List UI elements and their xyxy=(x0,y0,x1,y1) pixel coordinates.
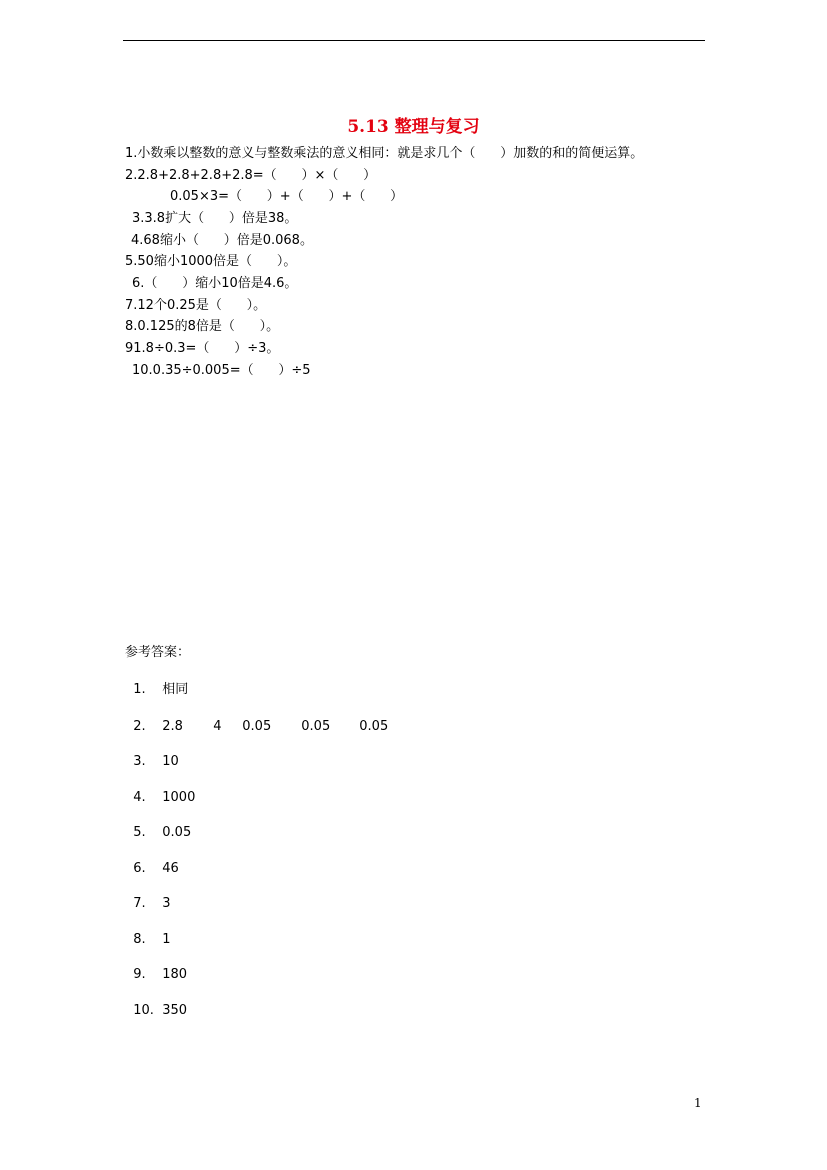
page-number: 1 xyxy=(694,1096,702,1110)
answer-number: 3. xyxy=(133,754,146,769)
answer-number: 1. xyxy=(133,682,146,697)
answer-number: 5. xyxy=(133,825,146,840)
page-title: 5.13 整理与复习 xyxy=(347,117,480,137)
answer-5 xyxy=(125,809,191,841)
question-9: 91.8÷0.3=（ ）÷3。 xyxy=(125,341,280,356)
question-10: 10.0.35÷0.005=（ ）÷5 xyxy=(132,363,311,378)
answer-value: 350 xyxy=(162,1003,188,1018)
question-8: 8.0.125的8倍是（ ）。 xyxy=(125,319,280,334)
answer-value: 0.05 xyxy=(162,825,192,840)
answer-number: 6. xyxy=(133,861,146,876)
question-7: 7.12个0.25是（ ）。 xyxy=(125,298,267,313)
question-1: 1.小数乘以整数的意义与整数乘法的意义相同：就是求几个（ ）加数的和的简便运算。 xyxy=(125,146,644,161)
answer-6 xyxy=(125,845,179,877)
answer-value: 180 xyxy=(162,967,188,982)
answer-value: 10 xyxy=(162,754,179,769)
question-5: 5.50缩小1000倍是（ ）。 xyxy=(125,254,297,269)
answer-number: 2. xyxy=(133,719,146,734)
answer-9 xyxy=(125,951,187,983)
answer-value: 3 xyxy=(162,896,171,911)
answer-number: 8. xyxy=(133,932,146,947)
question-6: 6.（ ）缩小10倍是4.6。 xyxy=(132,276,298,291)
answer-value: 1000 xyxy=(162,790,196,805)
header-rule xyxy=(123,40,705,41)
question-4: 4.68缩小（ ）倍是0.068。 xyxy=(131,233,313,248)
answer-value: 46 xyxy=(162,861,179,876)
answer-value: 1 xyxy=(162,932,171,947)
answer-value: 0.05 xyxy=(359,719,389,734)
answer-10 xyxy=(125,987,187,1019)
answer-value: 0.05 xyxy=(301,719,331,734)
answer-2 xyxy=(125,703,388,735)
answer-8 xyxy=(125,916,171,948)
answer-value: 2.8 xyxy=(162,719,183,734)
answers-heading: 参考答案： xyxy=(125,645,191,660)
answer-number: 9. xyxy=(133,967,146,982)
answer-7 xyxy=(125,880,171,912)
answer-number: 10. xyxy=(133,1003,154,1018)
question-3: 3.3.8扩大（ ）倍是38。 xyxy=(132,211,298,226)
answer-number: 4. xyxy=(133,790,146,805)
question-2-sub: 0.05×3=（ ）+（ ）+（ ） xyxy=(170,189,404,204)
answer-4 xyxy=(125,774,195,806)
answer-value: 相同 xyxy=(162,682,189,697)
answer-number: 7. xyxy=(133,896,146,911)
answer-value: 4 xyxy=(213,719,222,734)
answer-value: 0.05 xyxy=(242,719,272,734)
answer-1 xyxy=(125,666,188,698)
answer-3 xyxy=(125,738,179,770)
question-2: 2.2.8+2.8+2.8+2.8=（ ）×（ ） xyxy=(125,168,377,183)
